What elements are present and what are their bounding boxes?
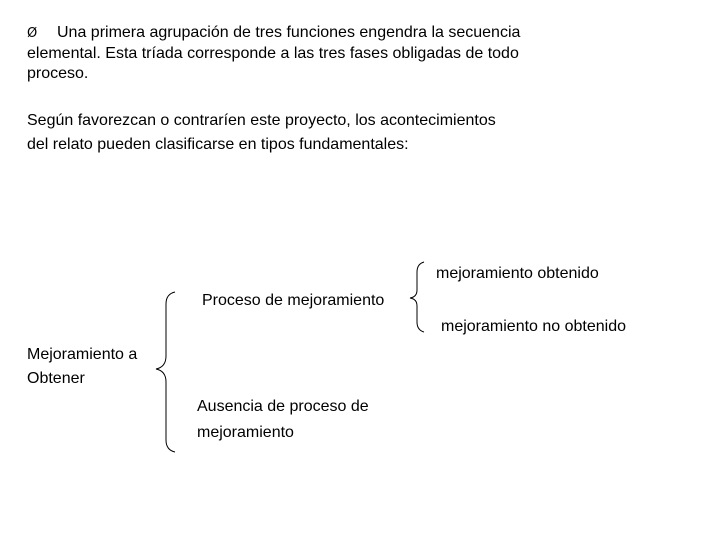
outcome-not-obtained-label: mejoramiento no obtenido (441, 318, 627, 335)
root-brace-path (156, 292, 175, 452)
intro-line-2: elemental. Esta tríada corresponde a las tres fases obligadas de todo (27, 45, 519, 62)
arrow-bullet-icon: Ø (27, 26, 38, 41)
second-line-2: del relato pueden clasificarse en tipos fundamentales: (27, 136, 409, 153)
absence-label-line-1: Ausencia de proceso de (197, 398, 369, 415)
process-label: Proceso de mejoramiento (202, 292, 385, 309)
intro-line-1-text: Una primera agrupación de tres funciones engendra la secuencia (57, 24, 521, 41)
intro-line-3: proceso. (27, 65, 89, 82)
absence-label-line-2: mejoramiento (197, 424, 294, 441)
root-label-line-1: Mejoramiento a (27, 346, 138, 363)
root-label-line-2: Obtener (27, 370, 85, 387)
second-line-1: Según favorezcan o contraríen este proyecto, los acontecimientos (27, 112, 496, 129)
outcome-obtained-label: mejoramiento obtenido (436, 265, 599, 282)
